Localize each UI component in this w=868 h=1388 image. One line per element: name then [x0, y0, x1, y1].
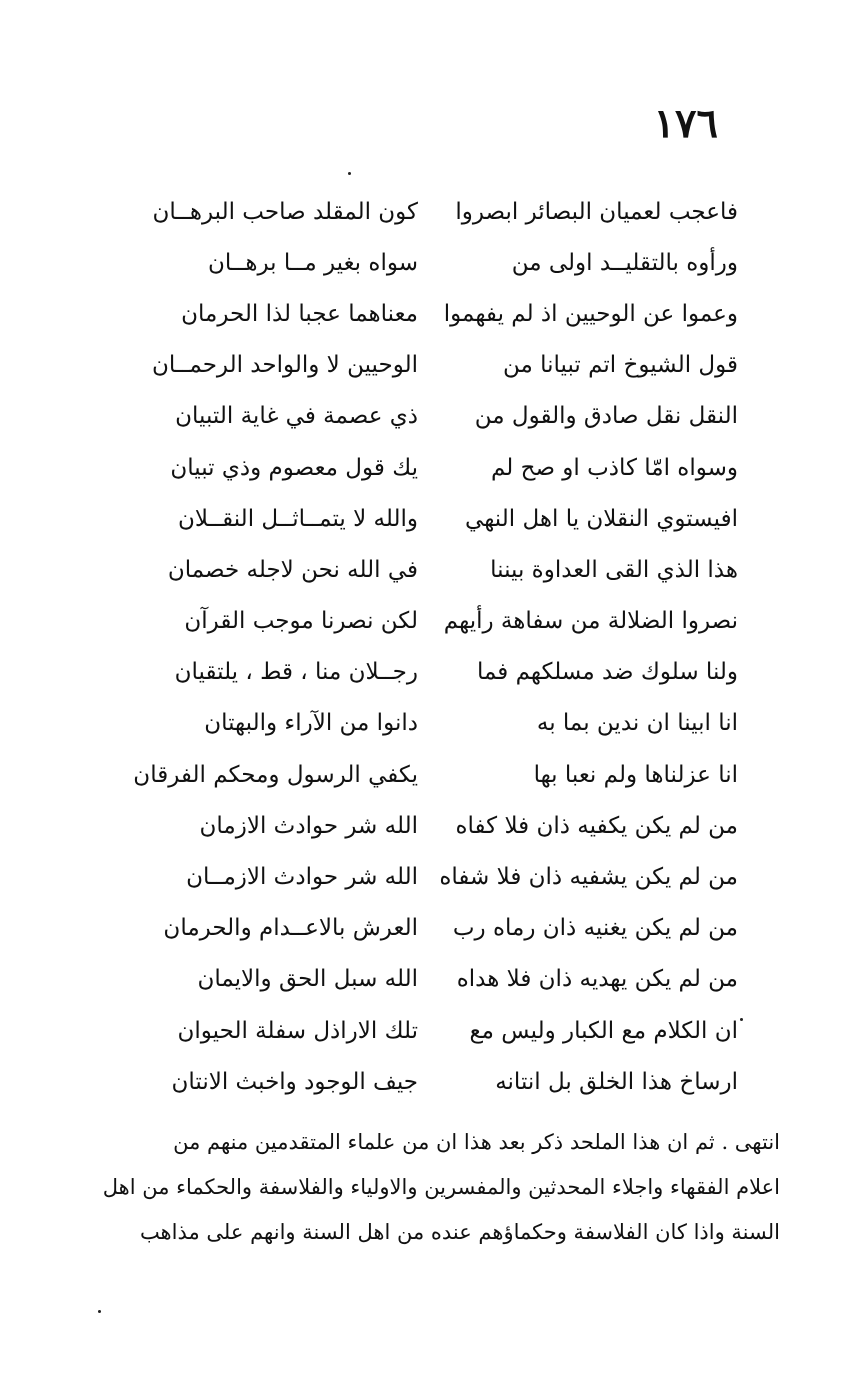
verse-second-hemistich: يكفي الرسول ومحكم الفرقان	[133, 761, 418, 788]
verse	[118, 288, 738, 339]
verse-first-hemistich: من لم يكن يكفيه ذان فلا كفاه	[455, 812, 738, 839]
verse-first-hemistich: ورأوه بالتقليــد اولى من	[511, 249, 738, 276]
verse-first-hemistich: وسواه امّا كاذب او صح لم	[490, 454, 738, 481]
verse-first-hemistich: فاعجب لعميان البصائر ابصروا	[455, 198, 738, 225]
verse-second-hemistich: دانوا من الآراء والبهتان	[204, 710, 418, 737]
verse	[118, 1005, 738, 1056]
verse-first-hemistich: من لم يكن يهديه ذان فلا هداه	[456, 966, 738, 993]
verse-second-hemistich: معناهما عجبا لذا الحرمان	[181, 300, 418, 327]
prose-line: انتهى . ثم ان هذا الملحد ذكر بعد هذا ان من علماء المتقدمين منهم من	[173, 1130, 780, 1154]
verse-second-hemistich: كون المقلد صاحب البرهــان	[152, 198, 418, 225]
ink-speck	[348, 172, 351, 175]
verse	[118, 340, 738, 391]
verse	[118, 954, 738, 1005]
verse-second-hemistich: العرش بالاعــدام والحرمان	[163, 915, 418, 942]
verse	[118, 698, 738, 749]
poem	[118, 186, 738, 1107]
ink-speck	[740, 1018, 743, 1021]
verse-first-hemistich: قول الشيوخ اتم تبيانا من	[502, 352, 738, 379]
verse-second-hemistich: في الله نحن لاجله خصمان	[167, 556, 418, 583]
verse	[118, 1056, 738, 1107]
verse-first-hemistich: ارساخ هذا الخلق بل انتانه	[495, 1068, 738, 1095]
verse	[118, 442, 738, 493]
verse-second-hemistich: الله سبل الحق والايمان	[197, 966, 418, 993]
verse-second-hemistich: جيف الوجود واخبث الانتان	[171, 1068, 418, 1095]
verse-second-hemistich: يك قول معصوم وذي تبيان	[170, 454, 418, 481]
verse-first-hemistich: انا عزلناها ولم نعبا بها	[533, 761, 738, 788]
verse-first-hemistich: من لم يكن يشفيه ذان فلا شفاه	[439, 864, 738, 891]
verse	[118, 647, 738, 698]
page-number: ١٧٦	[653, 100, 718, 147]
verse	[118, 391, 738, 442]
verse-first-hemistich: ولنا سلوك ضد مسلكهم فما	[477, 659, 738, 686]
verse-second-hemistich: الله شر حوادث الازمــان	[186, 864, 418, 891]
verse-second-hemistich: ذي عصمة في غاية التبيان	[175, 403, 418, 430]
prose-line: السنة واذا كان الفلاسفة وحكماؤهم عنده من اهل السنة وانهم على مذاهب	[139, 1220, 780, 1244]
verse-first-hemistich: نصروا الضلالة من سفاهة رأيهم	[443, 608, 738, 635]
verse	[118, 544, 738, 595]
verse-first-hemistich: هذا الذي القى العداوة بيننا	[490, 556, 738, 583]
verse-first-hemistich: انا ابينا ان ندين بما به	[536, 710, 738, 737]
prose-line: اعلام الفقهاء واجلاء المحدثين والمفسرين والاولياء والفلاسفة والحكماء من اهل	[102, 1175, 780, 1199]
verse-second-hemistich: رجــلان منا ، قط ، يلتقيان	[174, 659, 418, 686]
verse	[118, 851, 738, 902]
verse	[118, 237, 738, 288]
verse-second-hemistich: تلك الاراذل سفلة الحيوان	[177, 1017, 418, 1044]
verse	[118, 800, 738, 851]
verse-second-hemistich: الله شر حوادث الازمان	[199, 812, 418, 839]
verse-first-hemistich: وعموا عن الوحيين اذ لم يفهموا	[443, 300, 738, 327]
verse-second-hemistich: الوحيين لا والواحد الرحمــان	[152, 352, 418, 379]
prose-paragraph	[85, 1120, 780, 1255]
verse-first-hemistich: ان الكلام مع الكبار وليس مع	[469, 1017, 738, 1044]
verse	[118, 749, 738, 800]
verse-second-hemistich: لكن نصرنا موجب القرآن	[184, 608, 418, 635]
verse-second-hemistich: والله لا يتمــاثــل النقــلان	[178, 505, 418, 532]
verse-first-hemistich: من لم يكن يغنيه ذان رماه رب	[452, 915, 738, 942]
verse-first-hemistich: افيستوي النقلان يا اهل النهي	[465, 505, 738, 532]
ink-speck	[98, 1310, 101, 1313]
verse	[118, 903, 738, 954]
verse	[118, 493, 738, 544]
verse-first-hemistich: النقل نقل صادق والقول من	[474, 403, 738, 430]
verse-second-hemistich: سواه بغير مــا برهــان	[207, 249, 418, 276]
verse	[118, 596, 738, 647]
verse	[118, 186, 738, 237]
